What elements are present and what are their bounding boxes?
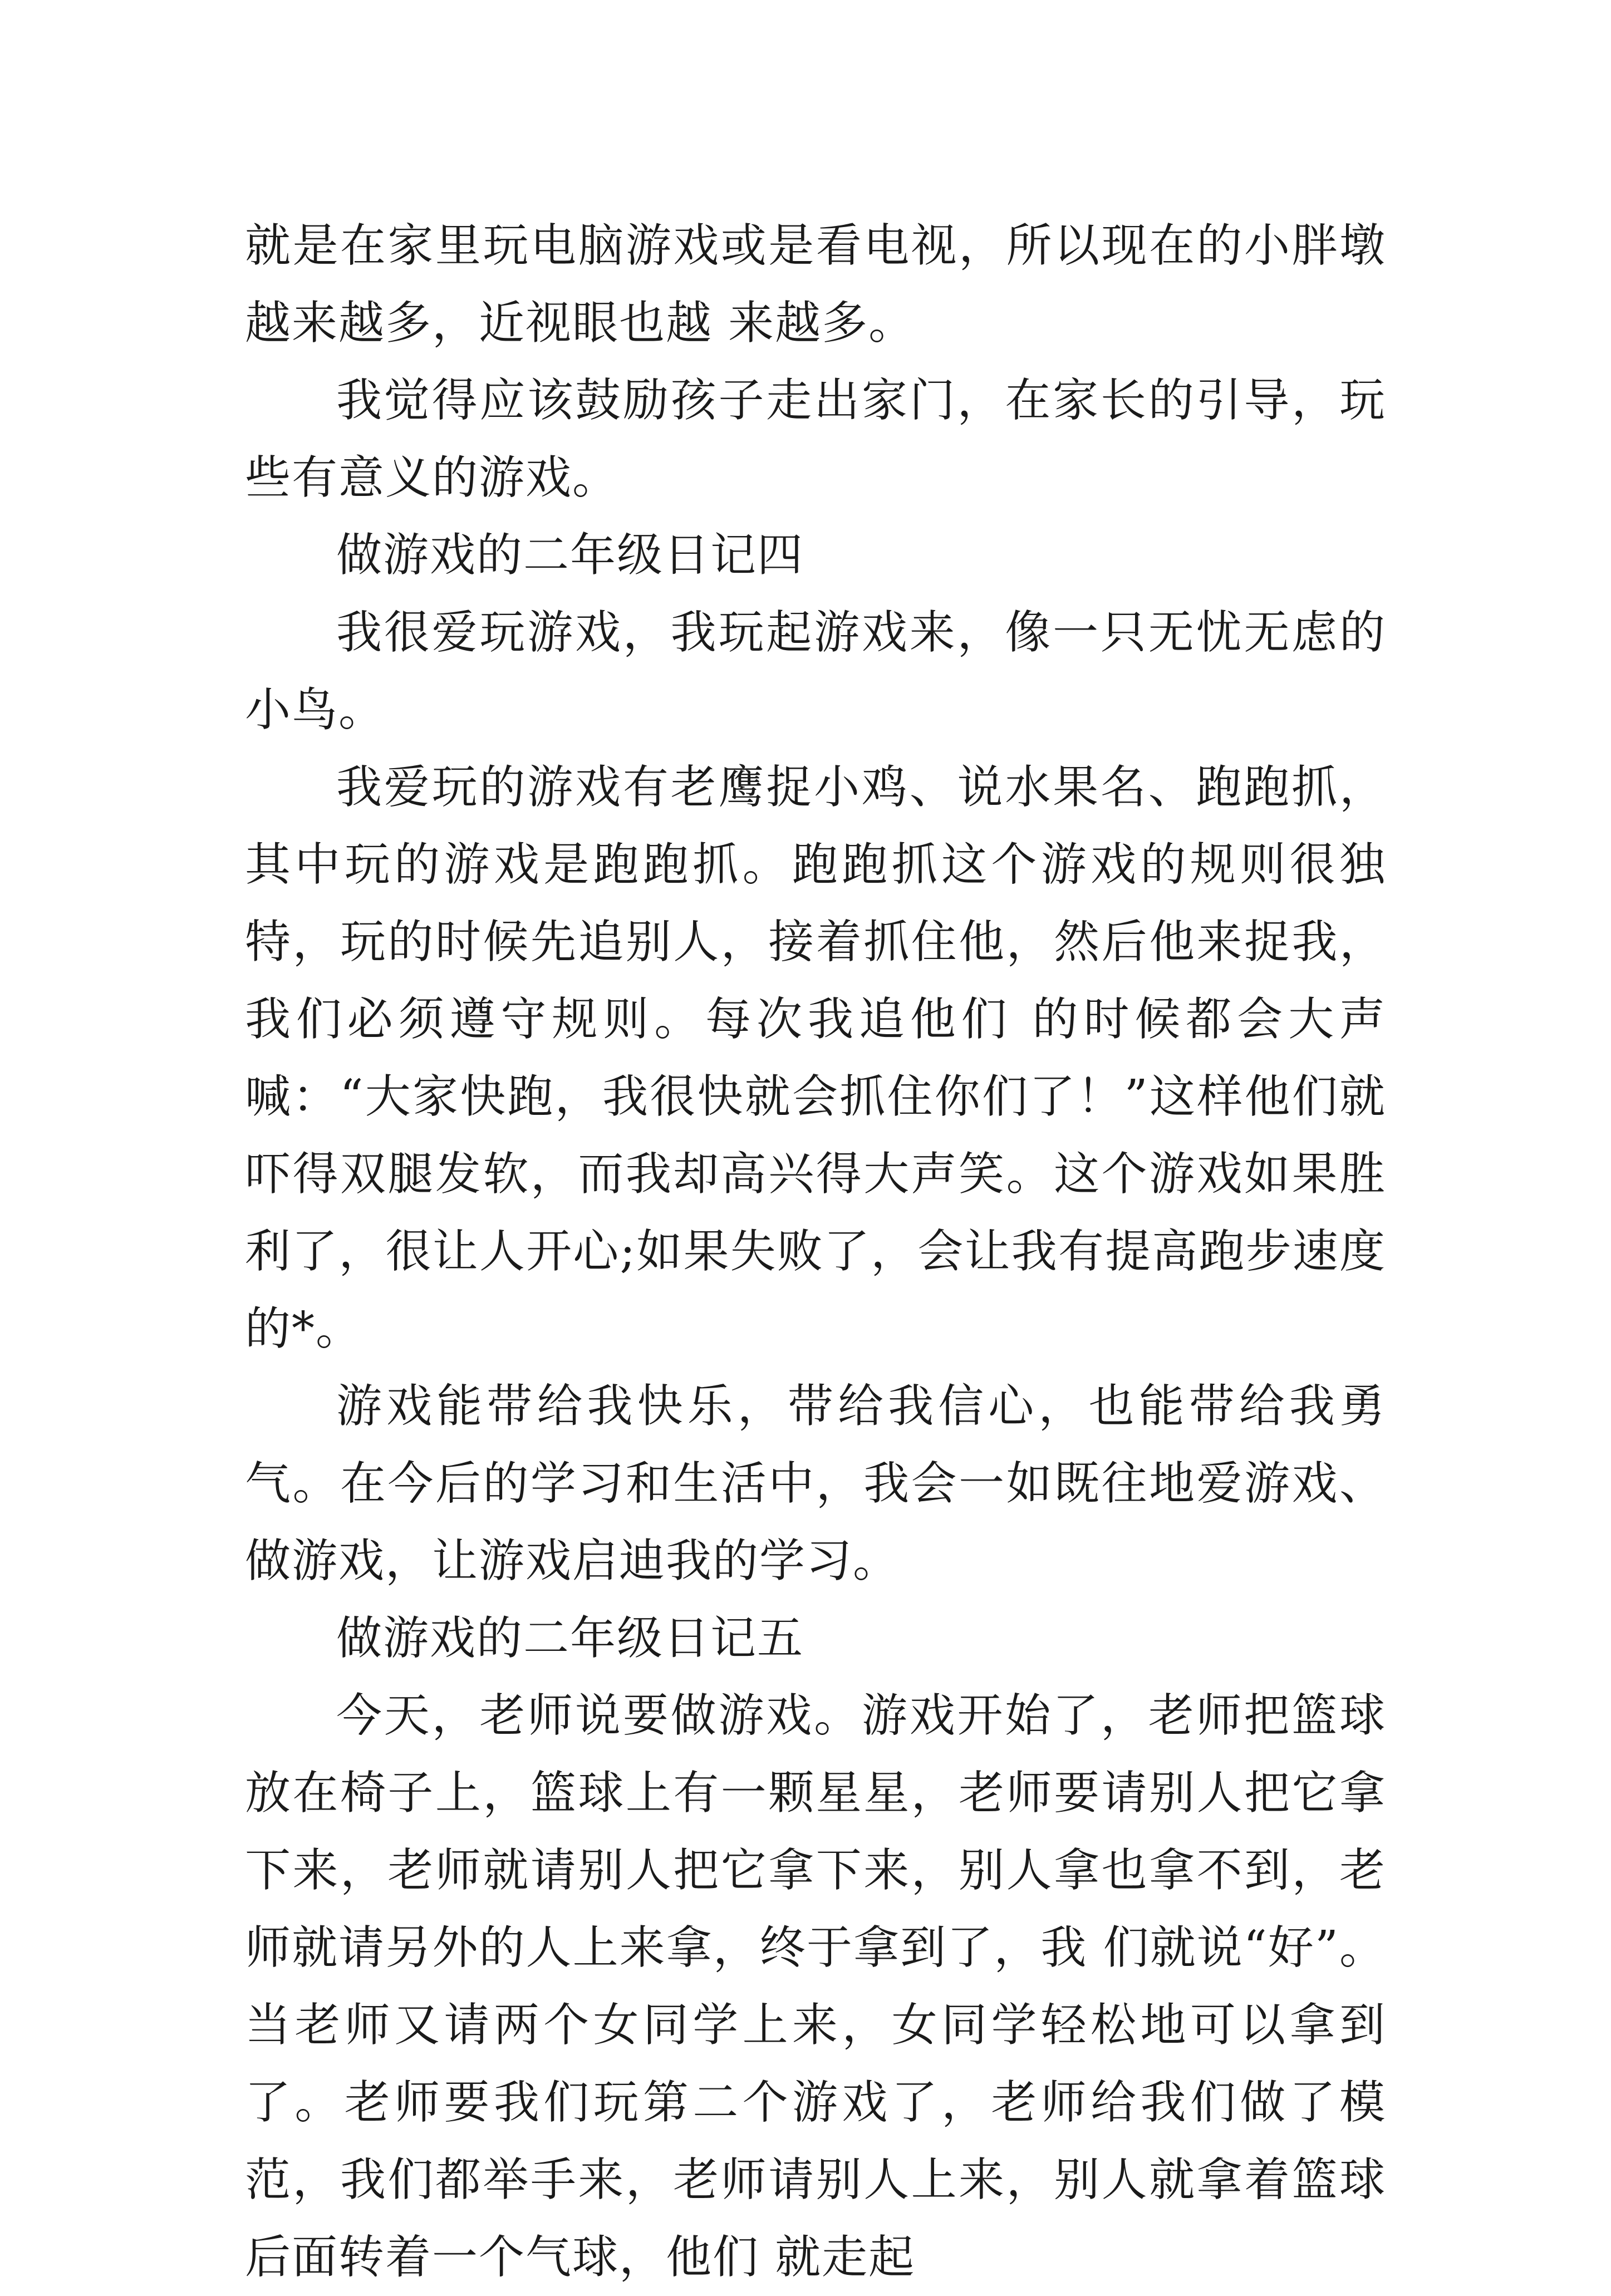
paragraph: 我觉得应该鼓励孩子走出家门，在家长的引导，玩些有意义的游戏。 bbox=[245, 374, 1386, 504]
paragraph: 我爱玩的游戏有老鹰捉小鸡、说水果名、跑跑抓，其中玩的游戏是跑跑抓。跑跑抓这个游戏的规则很独特，玩的时候先追别人，接着抓住他，然后他来捉我，我们必须遵守规则。每次我追他们 的时候都会大声喊：“大家快跑，我很快就会抓住你们了！”这样他们就吓得双腿发软，而我却高兴得大声笑。这个游戏如果胜利了，很让人开心;如果失败了，会让我有提高跑步速度的*。 bbox=[245, 761, 1386, 1355]
section-heading: 做游戏的二年级日记五 bbox=[336, 1612, 804, 1665]
paragraph-continuation: 就是在家里玩电脑游戏或是看电视，所以现在的小胖墩越来越多，近视眼也越 来越多。 bbox=[245, 219, 1386, 350]
paragraph: 游戏能带给我快乐，带给我信心，也能带给我勇气。在今后的学习和生活中，我会一如既往地爱游戏、做游戏，让游戏启迪我的学习。 bbox=[245, 1380, 1386, 1587]
section-heading: 做游戏的二年级日记四 bbox=[336, 529, 804, 582]
paragraph: 今天，老师说要做游戏。游戏开始了，老师把篮球放在椅子上，篮球上有一颗星星，老师要请别人把它拿下来，老师就请别人把它拿下来，别人拿也拿不到，老师就请另外的人上来拿，终于拿到了，我 们就说“好”。当老师又请两个女同学上来，女同学轻松地可以拿到了。老师要我们玩第二个游戏了，老师给我们做了模范，我们都举手来，老师请别人上来，别人就拿着篮球后面转着一个气球，他们 就走起 bbox=[245, 1689, 1386, 2284]
document-body bbox=[245, 207, 1386, 2296]
paragraph: 我很爱玩游戏，我玩起游戏来，像一只无忧无虑的小鸟。 bbox=[245, 606, 1386, 736]
